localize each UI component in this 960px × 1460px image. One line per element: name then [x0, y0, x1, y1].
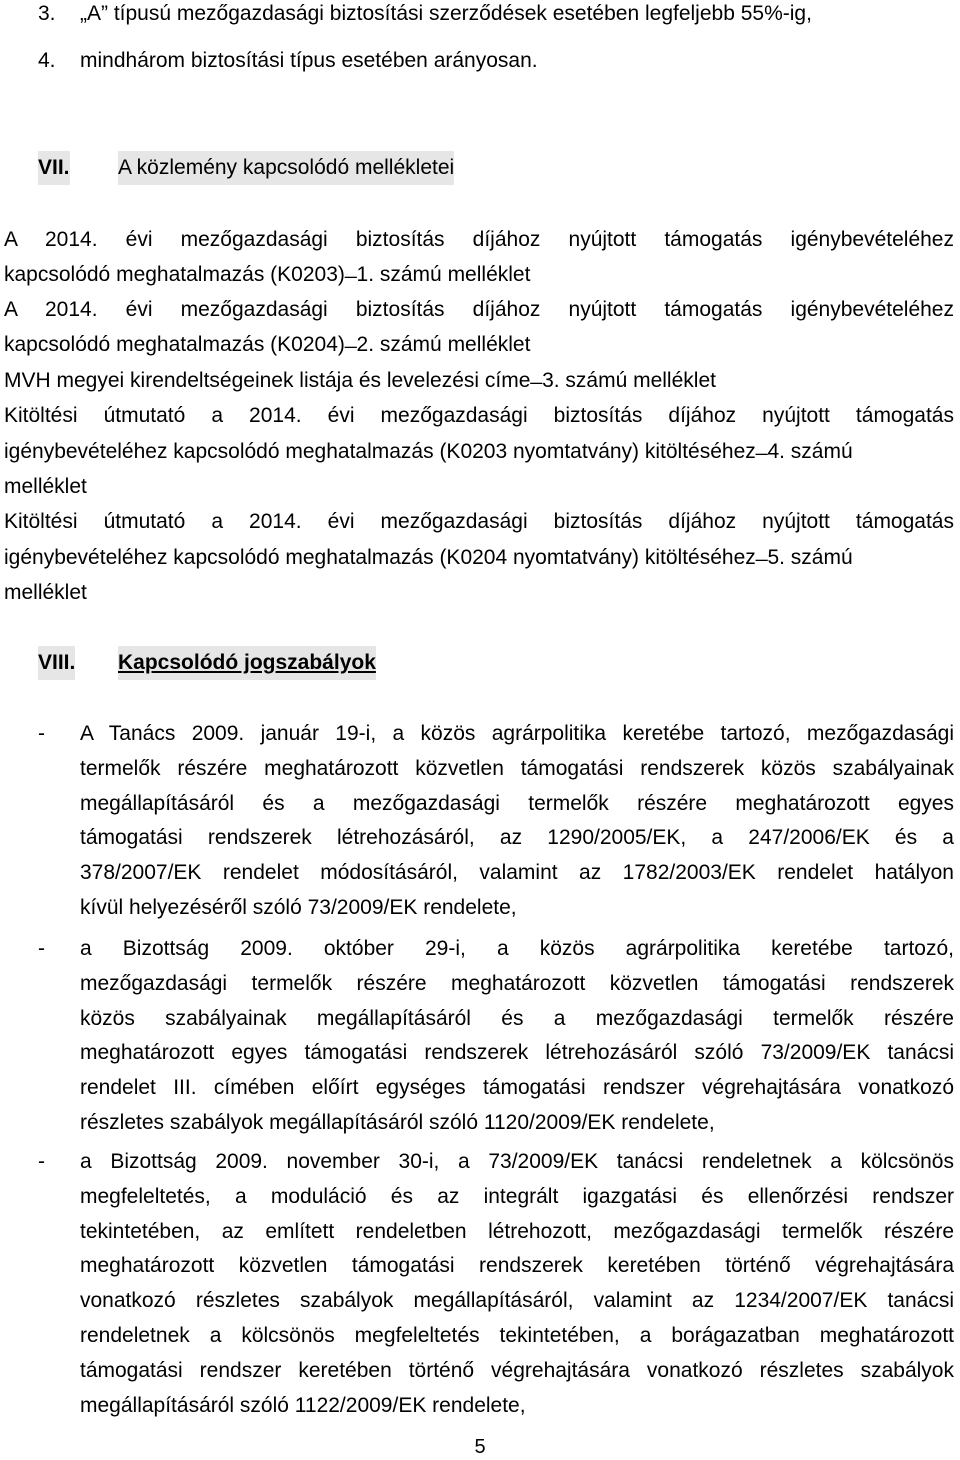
regulation-line: támogatási rendszerek létrehozásáról, az 1290/2005/EK, a 247/2006/EK és a: [80, 826, 954, 850]
regulation-line: termelők részére meghatározott közvetlen támogatási rendszerek közös szabályainak: [80, 756, 954, 780]
regulation-line: megállapításáról szóló 1122/2009/EK rendelete,: [80, 1393, 526, 1417]
regulation-line: vonatkozó részletes szabályok megállapításáról, valamint az 1234/2007/EK tanácsi: [80, 1289, 954, 1313]
regulation-line: a Bizottság 2009. október 29-i, a közös agrárpolitika keretébe tartozó,: [80, 937, 954, 960]
annex-line: igénybevételéhez kapcsolódó meghatalmazás (K0204 nyomtatvány) kitöltéséhez ̶ 5. számú: [4, 546, 853, 569]
annex-line: kapcsolódó meghatalmazás (K0203) ̶ 1. számú melléklet: [4, 263, 531, 286]
regulation-paragraph: [80, 932, 954, 1141]
annex-line: melléklet: [4, 581, 87, 604]
annex-line: kapcsolódó meghatalmazás (K0204) ̶ 2. számú melléklet: [4, 333, 531, 356]
annex-line: melléklet: [4, 475, 87, 498]
bullet-dash: -: [38, 722, 45, 745]
annex-line: A 2014. évi mezőgazdasági biztosítás díjához nyújtott támogatás igénybevételéhez: [4, 298, 954, 321]
regulation-line: közös szabályainak megállapításáról és a mezőgazdasági termelők részére: [80, 1006, 954, 1030]
annex-line: A 2014. évi mezőgazdasági biztosítás díjához nyújtott támogatás igénybevételéhez: [4, 228, 954, 251]
regulation-line: a Bizottság 2009. november 30-i, a 73/2009/EK tanácsi rendeletnek a kölcsönös: [80, 1150, 954, 1173]
regulation-line: megállapításáról és a mezőgazdasági termelők részére meghatározott egyes: [80, 791, 954, 815]
regulation-line: támogatási rendszer keretében történő végrehajtására vonatkozó részletes szabályok: [80, 1358, 954, 1382]
annex-line: MVH megyei kirendeltségeinek listája és levelezési címe ̶ 3. számú melléklet: [4, 369, 716, 392]
section-title: A közlemény kapcsolódó mellékletei: [118, 151, 454, 185]
regulation-line: 378/2007/EK rendelet módosításáról, valamint az 1782/2003/EK rendelet hatályon: [80, 861, 954, 885]
bullet-dash: -: [38, 937, 45, 960]
regulation-paragraph: [80, 1145, 954, 1423]
list-item: [38, 0, 948, 31]
annex-line: igénybevételéhez kapcsolódó meghatalmazás (K0203 nyomtatvány) kitöltéséhez ̶ 4. számú: [4, 440, 853, 463]
regulation-line: meghatározott egyes támogatási rendszerek létrehozásáról szóló 73/2009/EK tanácsi: [80, 1041, 954, 1065]
annex-line: Kitöltési útmutató a 2014. évi mezőgazdasági biztosítás díjához nyújtott támogatás: [4, 404, 954, 427]
regulation-paragraph: [80, 717, 954, 926]
regulation-line: rendelet III. címében előírt egységes támogatási rendszer végrehajtására vonatkozó: [80, 1076, 954, 1100]
regulation-line: részletes szabályok megállapításáról szóló 1120/2009/EK rendelete,: [80, 1110, 715, 1134]
regulation-line: A Tanács 2009. január 19-i, a közös agrárpolitika keretébe tartozó, mezőgazdasági: [80, 722, 954, 745]
bullet-dash: -: [38, 1150, 45, 1173]
section-title: Kapcsolódó jogszabályok: [118, 646, 376, 680]
list-text: „A” típusú mezőgazdasági biztosítási szerződések esetében legfeljebb 55%-ig,: [80, 2, 812, 25]
page-number: 5: [474, 1436, 486, 1458]
list-number: 3.: [38, 2, 56, 25]
regulation-line: megfeleltetés, a moduláció és az integrált igazgatási és ellenőrzési rendszer: [80, 1184, 954, 1208]
regulation-line: mezőgazdasági termelők részére meghatározott közvetlen támogatási rendszerek: [80, 971, 954, 995]
regulation-line: tekintetében, az említett rendeletben létrehozott, mezőgazdasági termelők részére: [80, 1219, 954, 1243]
annex-line: Kitöltési útmutató a 2014. évi mezőgazdasági biztosítás díjához nyújtott támogatás: [4, 510, 954, 533]
list-text: mindhárom biztosítási típus esetében arányosan.: [80, 49, 538, 72]
list-item: [38, 44, 948, 78]
regulation-line: meghatározott közvetlen támogatási rendszerek keretében történő végrehajtására: [80, 1254, 954, 1278]
section-number: VII.: [38, 151, 70, 185]
section-number: VIII.: [38, 646, 75, 680]
regulation-line: rendeletnek a kölcsönös megfeleltetés tekintetében, a borágazatban meghatározott: [80, 1323, 954, 1347]
list-number: 4.: [38, 49, 56, 72]
regulation-line: kívül helyezéséről szóló 73/2009/EK rendelete,: [80, 895, 517, 919]
